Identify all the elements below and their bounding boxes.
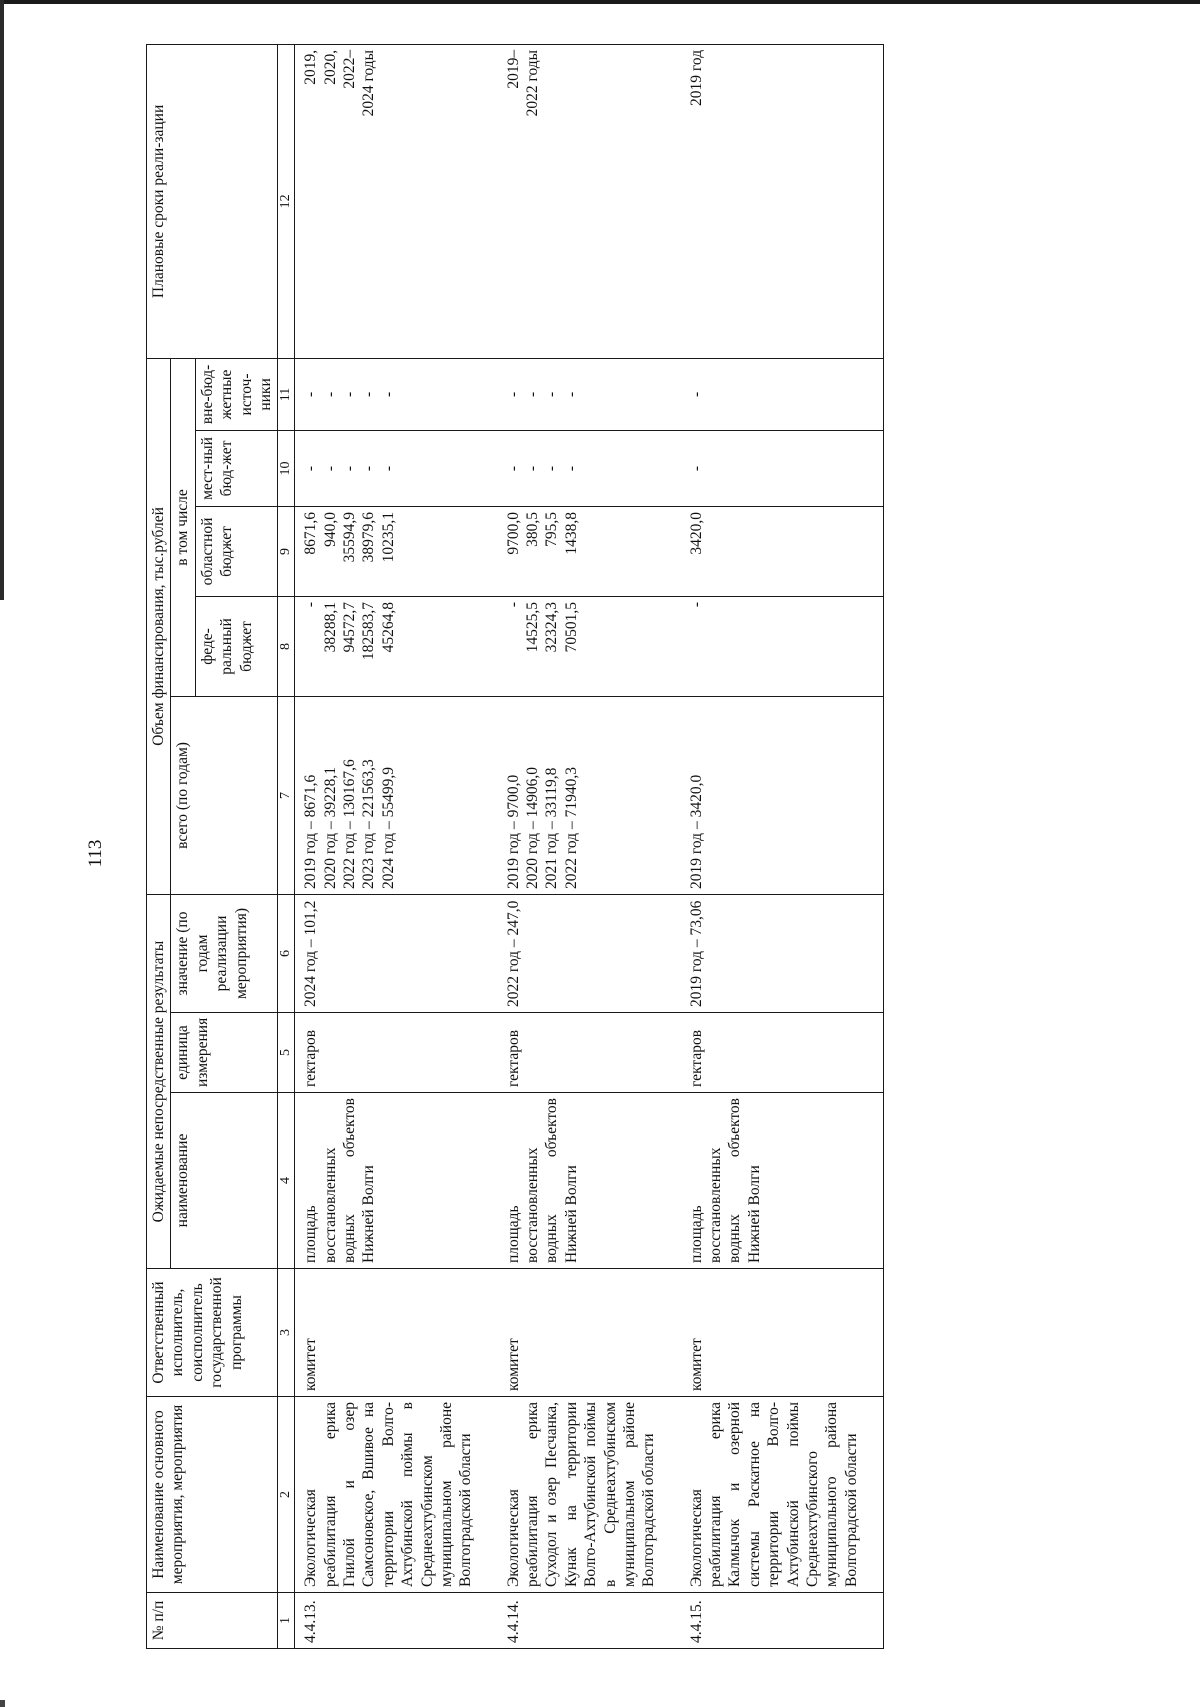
extrabudget-sources xyxy=(295,358,498,430)
extrabudget-sources-line: - xyxy=(524,391,541,398)
federal-budget xyxy=(681,596,884,696)
result-value: 2022 год – 247,0 xyxy=(498,894,681,1012)
table-row xyxy=(681,44,884,1648)
column-number: 9 xyxy=(278,506,295,596)
total-by-years xyxy=(681,696,884,894)
column-number: 1 xyxy=(278,1593,295,1649)
result-name: площадь восстановленных водных объектов Нижней Волги xyxy=(681,1093,884,1269)
total-by-years-line: 2022 год – 130167,6 xyxy=(341,759,358,889)
federal-budget-line: 94572,7 xyxy=(341,601,358,653)
regional-budget-line: 1438,8 xyxy=(562,511,580,555)
header-in-total: в том числе xyxy=(171,358,195,696)
header-federal: феде-ральный бюджет xyxy=(195,596,278,696)
table-row xyxy=(498,44,681,1648)
implementation-terms-line: 2019 год xyxy=(687,49,705,106)
executor: комитет xyxy=(498,1269,681,1397)
regional-budget-line: 380,5 xyxy=(524,511,541,547)
extrabudget-sources-line: - xyxy=(379,391,397,398)
total-by-years-line: 2020 год – 14906,0 xyxy=(524,767,541,889)
total-by-years-line: 2022 год – 71940,3 xyxy=(562,767,580,889)
implementation-terms-line: 2022– xyxy=(341,49,358,89)
implementation-terms-line: 2019, xyxy=(302,49,320,85)
federal-budget-line: 45264,8 xyxy=(379,601,397,653)
header-name: Наименование основного мероприятия, мероприятия xyxy=(147,1397,278,1593)
regional-budget xyxy=(498,506,681,596)
local-budget-line: - xyxy=(360,465,378,472)
regional-budget-line: 38979,6 xyxy=(360,511,378,563)
result-value: 2024 год – 101,2 xyxy=(295,894,498,1012)
regional-budget-line: 10235,1 xyxy=(379,511,397,563)
regional-budget-line: 940,0 xyxy=(321,511,339,547)
federal-budget-line: 182583,7 xyxy=(360,601,378,661)
extrabudget-sources-line: - xyxy=(341,391,358,398)
federal-budget-line: - xyxy=(687,601,705,608)
header-total: всего (по годам) xyxy=(171,696,278,894)
regional-budget-line: 35594,9 xyxy=(341,511,358,563)
activity-name: Экологическая реабилитация ерика Калмычок и озерной системы Раскатное на территории Волго-Ахтубинской поймы Среднеахтубинского муниципального района Волгоградской области xyxy=(681,1397,884,1593)
header-executor: Ответственный исполнитель, соисполнитель государственной программы xyxy=(147,1269,278,1397)
implementation-terms-line: 2024 годы xyxy=(360,49,378,117)
regional-budget-line: 9700,0 xyxy=(504,511,522,555)
executor: комитет xyxy=(681,1269,884,1397)
column-number: 3 xyxy=(278,1269,295,1397)
total-by-years-line: 2021 год – 33119,8 xyxy=(543,767,561,889)
executor: комитет xyxy=(295,1269,498,1397)
implementation-terms-line: 2022 годы xyxy=(524,49,541,117)
header-local: мест-ный бюд-жет xyxy=(195,430,278,506)
financing-table xyxy=(146,44,884,1649)
table-body xyxy=(295,44,884,1648)
extrabudget-sources-line: - xyxy=(321,391,339,398)
column-number: 10 xyxy=(278,430,295,506)
local-budget-line: - xyxy=(687,465,705,472)
column-number: 6 xyxy=(278,894,295,1012)
column-number: 5 xyxy=(278,1013,295,1093)
page-number: 113 xyxy=(85,839,106,868)
activity-name: Экологическая реабилитация ерика Гнилой и озер Самсоновское, Вшивое на территории Волго-Ахтубинской поймы в Среднеахтубинском муниципальном районе Волгоградской области xyxy=(295,1397,498,1593)
result-name: площадь восстановленных водных объектов Нижней Волги xyxy=(498,1093,681,1269)
local-budget xyxy=(295,430,498,506)
header-regional: областной бюджет xyxy=(195,506,278,596)
extrabudget-sources-line: - xyxy=(562,391,580,398)
header-value: значение (по годам реализации мероприятия) xyxy=(171,894,278,1012)
result-value: 2019 год – 73,06 xyxy=(681,894,884,1012)
extrabudget-sources-line: - xyxy=(543,391,561,398)
extrabudget-sources-line: - xyxy=(687,391,705,398)
extrabudget-sources xyxy=(681,358,884,430)
header-result-name: наименование xyxy=(171,1093,278,1269)
total-by-years-line: 2024 год – 55499,9 xyxy=(379,767,397,889)
result-name: площадь восстановленных водных объектов Нижней Волги xyxy=(295,1093,498,1269)
extrabudget-sources-line: - xyxy=(360,391,378,398)
header-expected-results: Ожидаемые непосредственные результаты xyxy=(147,894,171,1268)
federal-budget-line: 32324,3 xyxy=(543,601,561,653)
total-by-years-line: 2020 год – 39228,1 xyxy=(321,767,339,889)
column-number: 11 xyxy=(278,358,295,430)
total-by-years-line: 2019 год – 3420,0 xyxy=(687,774,705,889)
federal-budget xyxy=(295,596,498,696)
federal-budget-line: 38288,1 xyxy=(321,601,339,653)
implementation-terms xyxy=(498,44,681,358)
regional-budget xyxy=(295,506,498,596)
local-budget-line: - xyxy=(341,465,358,472)
result-unit: гектаров xyxy=(295,1013,498,1093)
result-unit: гектаров xyxy=(681,1013,884,1093)
implementation-terms-line: 2020, xyxy=(321,49,339,85)
table-row xyxy=(295,44,498,1648)
federal-budget-line: - xyxy=(504,601,522,608)
local-budget-line: - xyxy=(379,465,397,472)
regional-budget-line: 795,5 xyxy=(543,511,561,547)
regional-budget-line: 8671,6 xyxy=(302,511,320,555)
column-number-row xyxy=(278,44,295,1648)
local-budget-line: - xyxy=(562,465,580,472)
total-by-years-line: 2019 год – 9700,0 xyxy=(504,774,522,889)
extrabudget-sources xyxy=(498,358,681,430)
local-budget xyxy=(498,430,681,506)
column-number: 8 xyxy=(278,596,295,696)
implementation-terms xyxy=(295,44,498,358)
local-budget xyxy=(681,430,884,506)
local-budget-line: - xyxy=(302,465,320,472)
total-by-years-line: 2019 год – 8671,6 xyxy=(302,774,320,889)
federal-budget-line: - xyxy=(302,601,320,608)
activity-name: Экологическая реабилитация ерика Суходол и озер Песчанка, Кунак на территории Волго-Ахтубинской поймы в Среднеахтубинском муниципальном районе Волгоградской области xyxy=(498,1397,681,1593)
header-terms: Плановые сроки реали-зации xyxy=(147,44,278,358)
extrabudget-sources-line: - xyxy=(302,391,320,398)
column-number: 7 xyxy=(278,696,295,894)
local-budget-line: - xyxy=(504,465,522,472)
row-number: 4.4.14. xyxy=(498,1593,681,1649)
extrabudget-sources-line: - xyxy=(504,391,522,398)
header-num: № п/п xyxy=(147,1593,278,1649)
total-by-years xyxy=(498,696,681,894)
row-number: 4.4.13. xyxy=(295,1593,498,1649)
column-number: 4 xyxy=(278,1093,295,1269)
row-number: 4.4.15. xyxy=(681,1593,884,1649)
local-budget-line: - xyxy=(543,465,561,472)
implementation-terms xyxy=(681,44,884,358)
federal-budget xyxy=(498,596,681,696)
total-by-years xyxy=(295,696,498,894)
header-extra: вне-бюд-жетные источ-ники xyxy=(195,358,278,430)
local-budget-line: - xyxy=(321,465,339,472)
regional-budget-line: 3420,0 xyxy=(687,511,705,555)
header-financing: Объем финансирования, тыс.рублей xyxy=(147,358,171,894)
federal-budget-line: 70501,5 xyxy=(562,601,580,653)
total-by-years-line: 2023 год – 221563,3 xyxy=(360,759,378,889)
column-number: 12 xyxy=(278,44,295,358)
result-unit: гектаров xyxy=(498,1013,681,1093)
implementation-terms-line: 2019– xyxy=(504,49,522,89)
local-budget-line: - xyxy=(524,465,541,472)
header-unit: единица измерения xyxy=(171,1013,278,1093)
federal-budget-line: 14525,5 xyxy=(524,601,541,653)
regional-budget xyxy=(681,506,884,596)
column-number: 2 xyxy=(278,1397,295,1593)
